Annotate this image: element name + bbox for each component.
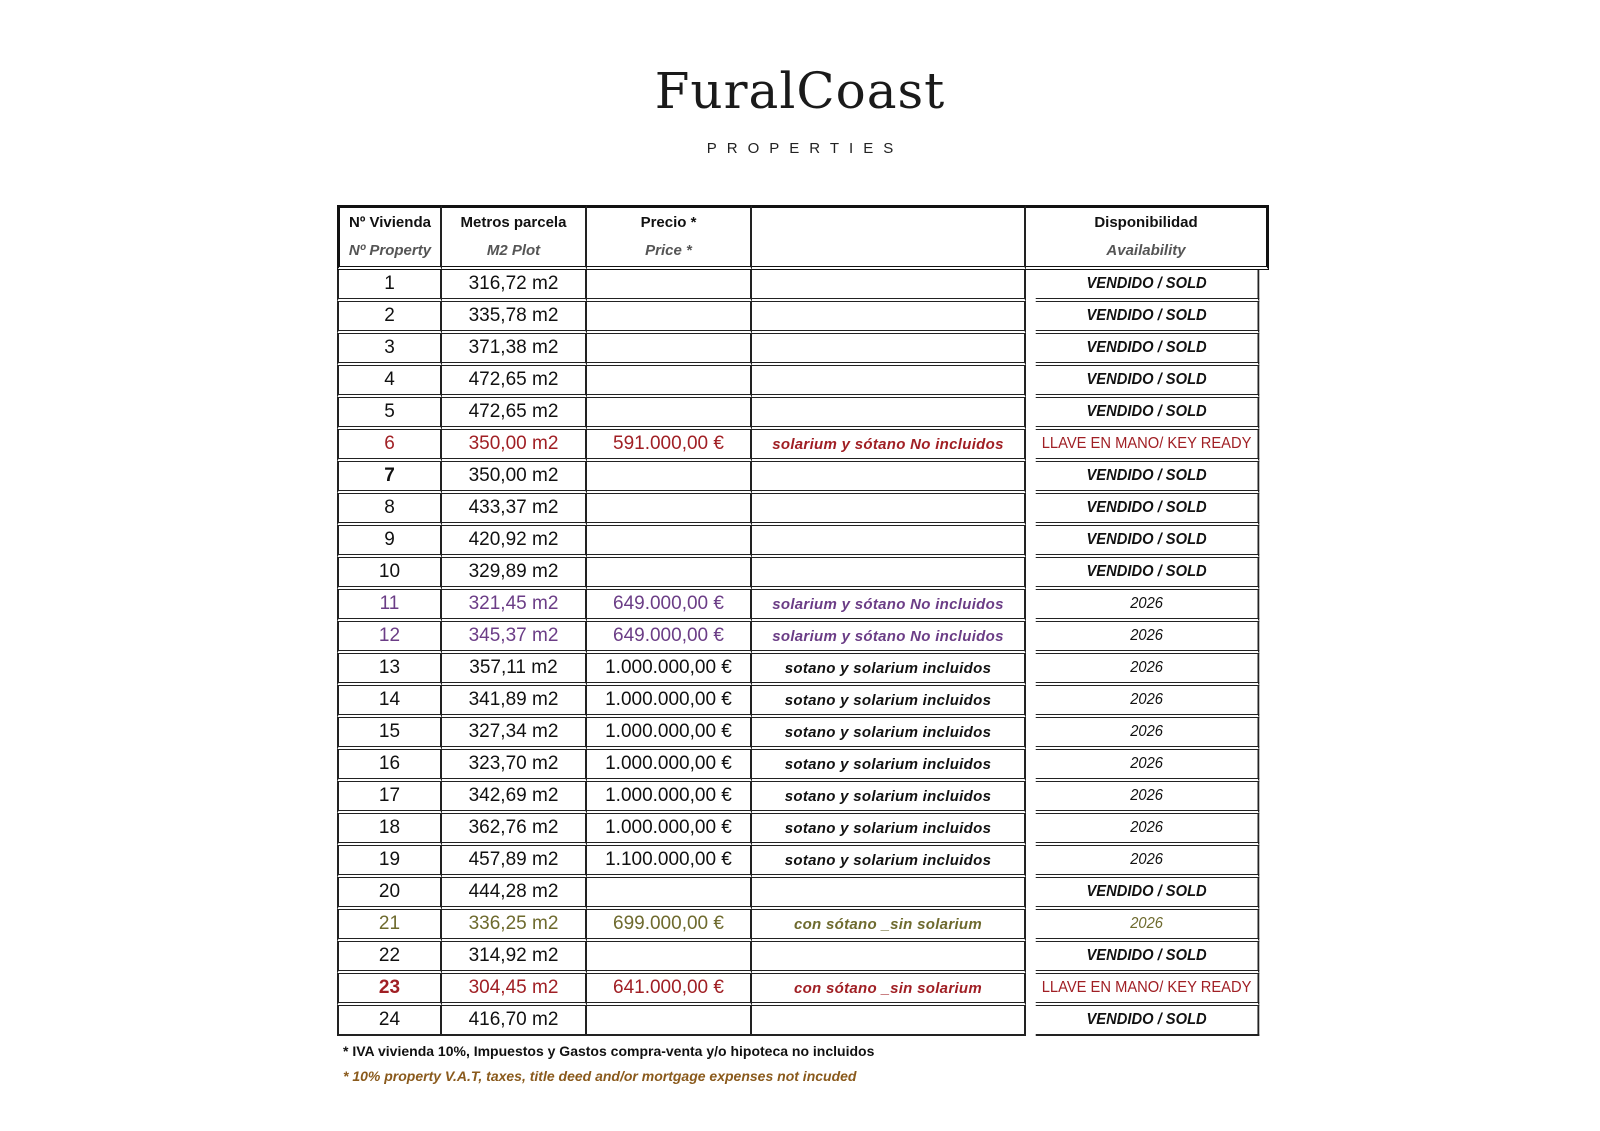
footnotes: [343, 1039, 874, 1089]
notes-cell: [752, 462, 1026, 494]
plot-size-cell: 457,89 m2: [442, 846, 587, 878]
notes-cell: sotano y solarium incluidos: [752, 686, 1026, 718]
table-row: [337, 782, 1269, 814]
table-row: [337, 846, 1269, 878]
availability-cell: VENDIDO / SOLD: [1036, 398, 1260, 430]
notes-cell: sotano y solarium incluidos: [752, 782, 1026, 814]
property-number-cell: 8: [337, 494, 442, 526]
table-row: [337, 942, 1269, 974]
property-number-cell: 4: [337, 366, 442, 398]
header-plot: [442, 205, 587, 270]
brand-logo: [0, 56, 1600, 157]
table-row: [337, 654, 1269, 686]
availability-cell: VENDIDO / SOLD: [1036, 366, 1260, 398]
price-cell: [587, 462, 752, 494]
plot-size-cell: 316,72 m2: [442, 270, 587, 302]
property-number-cell: 18: [337, 814, 442, 846]
plot-size-cell: 350,00 m2: [442, 462, 587, 494]
table-row: [337, 302, 1269, 334]
table-row: [337, 494, 1269, 526]
brand-name: FuralCoast: [654, 62, 946, 120]
availability-cell: VENDIDO / SOLD: [1036, 526, 1260, 558]
notes-cell: solarium y sótano No incluidos: [752, 622, 1026, 654]
plot-size-cell: 350,00 m2: [442, 430, 587, 462]
property-number-cell: 16: [337, 750, 442, 782]
price-cell: 699.000,00 €: [587, 910, 752, 942]
notes-cell: [752, 1006, 1026, 1036]
plot-size-cell: 329,89 m2: [442, 558, 587, 590]
notes-cell: solarium y sótano No incluidos: [752, 430, 1026, 462]
notes-cell: [752, 526, 1026, 558]
property-number-cell: 20: [337, 878, 442, 910]
property-number-cell: 23: [337, 974, 442, 1006]
availability-cell: LLAVE EN MANO/ KEY READY: [1036, 974, 1260, 1006]
price-cell: [587, 942, 752, 974]
header-en: Availability: [1106, 242, 1186, 259]
notes-cell: [752, 558, 1026, 590]
plot-size-cell: 357,11 m2: [442, 654, 587, 686]
availability-cell: VENDIDO / SOLD: [1036, 878, 1260, 910]
price-cell: 1.000.000,00 €: [587, 750, 752, 782]
header-es: Metros parcela: [460, 214, 567, 231]
property-number-cell: 5: [337, 398, 442, 430]
header-en: Price *: [645, 242, 692, 259]
property-number-cell: 2: [337, 302, 442, 334]
plot-size-cell: 362,76 m2: [442, 814, 587, 846]
price-cell: [587, 878, 752, 910]
property-number-cell: 3: [337, 334, 442, 366]
notes-cell: solarium y sótano No incluidos: [752, 590, 1026, 622]
table-header-row: [337, 205, 1269, 270]
notes-cell: sotano y solarium incluidos: [752, 718, 1026, 750]
table-row: [337, 718, 1269, 750]
availability-cell: VENDIDO / SOLD: [1036, 1006, 1260, 1036]
property-number-cell: 11: [337, 590, 442, 622]
plot-size-cell: 335,78 m2: [442, 302, 587, 334]
plot-size-cell: 321,45 m2: [442, 590, 587, 622]
plot-size-cell: 444,28 m2: [442, 878, 587, 910]
property-number-cell: 19: [337, 846, 442, 878]
table-row: [337, 878, 1269, 910]
plot-size-cell: 342,69 m2: [442, 782, 587, 814]
notes-cell: [752, 494, 1026, 526]
plot-size-cell: 420,92 m2: [442, 526, 587, 558]
price-cell: [587, 526, 752, 558]
header-price: [587, 205, 752, 270]
property-number-cell: 14: [337, 686, 442, 718]
property-number-cell: 9: [337, 526, 442, 558]
price-cell: 1.000.000,00 €: [587, 718, 752, 750]
table-row: [337, 974, 1269, 1006]
plot-size-cell: 323,70 m2: [442, 750, 587, 782]
table-row: [337, 686, 1269, 718]
plot-size-cell: 433,37 m2: [442, 494, 587, 526]
header-en: Nº Property: [348, 242, 432, 259]
header-en: M2 Plot: [486, 242, 541, 259]
plot-size-cell: 416,70 m2: [442, 1006, 587, 1036]
table-row: [337, 366, 1269, 398]
header-es: Precio *: [640, 214, 697, 231]
price-cell: 591.000,00 €: [587, 430, 752, 462]
availability-cell: 2026: [1036, 910, 1260, 942]
availability-cell: LLAVE EN MANO/ KEY READY: [1036, 430, 1260, 462]
price-cell: 649.000,00 €: [587, 622, 752, 654]
availability-cell: 2026: [1036, 782, 1260, 814]
table-row: [337, 526, 1269, 558]
table-body: [337, 270, 1269, 1036]
table-row: [337, 558, 1269, 590]
table-row: [337, 814, 1269, 846]
availability-cell: VENDIDO / SOLD: [1036, 270, 1260, 302]
notes-cell: [752, 302, 1026, 334]
notes-cell: [752, 398, 1026, 430]
property-number-cell: 17: [337, 782, 442, 814]
price-cell: [587, 366, 752, 398]
availability-cell: VENDIDO / SOLD: [1036, 942, 1260, 974]
property-number-cell: 13: [337, 654, 442, 686]
footnote-en: * 10% property V.A.T, taxes, title deed and/or mortgage expenses not incuded: [343, 1068, 857, 1084]
price-table: [337, 205, 1269, 1036]
price-cell: 1.000.000,00 €: [587, 782, 752, 814]
plot-size-cell: 472,65 m2: [442, 398, 587, 430]
notes-cell: sotano y solarium incluidos: [752, 814, 1026, 846]
availability-cell: VENDIDO / SOLD: [1036, 462, 1260, 494]
plot-size-cell: 472,65 m2: [442, 366, 587, 398]
availability-cell: 2026: [1036, 750, 1260, 782]
property-number-cell: 10: [337, 558, 442, 590]
table-row: [337, 590, 1269, 622]
notes-cell: sotano y solarium incluidos: [752, 846, 1026, 878]
table-row: [337, 622, 1269, 654]
price-cell: [587, 270, 752, 302]
plot-size-cell: 341,89 m2: [442, 686, 587, 718]
notes-cell: [752, 942, 1026, 974]
footnote-es: * IVA vivienda 10%, Impuestos y Gastos compra-venta y/o hipoteca no incluidos: [343, 1043, 875, 1059]
plot-size-cell: 336,25 m2: [442, 910, 587, 942]
table-row: [337, 910, 1269, 942]
property-number-cell: 12: [337, 622, 442, 654]
availability-cell: 2026: [1036, 590, 1260, 622]
price-cell: [587, 302, 752, 334]
property-number-cell: 21: [337, 910, 442, 942]
table-row: [337, 750, 1269, 782]
price-cell: [587, 558, 752, 590]
price-cell: 1.100.000,00 €: [587, 846, 752, 878]
price-cell: [587, 334, 752, 366]
header-es: Disponibilidad: [1094, 214, 1198, 231]
notes-cell: [752, 334, 1026, 366]
price-cell: 1.000.000,00 €: [587, 814, 752, 846]
table-row: [337, 462, 1269, 494]
availability-cell: 2026: [1036, 846, 1260, 878]
price-cell: [587, 1006, 752, 1036]
brand-subtitle: PROPERTIES: [706, 140, 904, 157]
header-es: Nº Vivienda: [349, 214, 431, 231]
notes-cell: [752, 878, 1026, 910]
plot-size-cell: 314,92 m2: [442, 942, 587, 974]
notes-cell: con sótano _sin solarium: [752, 910, 1026, 942]
property-number-cell: 7: [337, 462, 442, 494]
table-row: [337, 270, 1269, 302]
table-row: [337, 398, 1269, 430]
table-row: [337, 334, 1269, 366]
availability-cell: VENDIDO / SOLD: [1036, 334, 1260, 366]
notes-cell: [752, 366, 1026, 398]
property-number-cell: 24: [337, 1006, 442, 1036]
price-cell: 649.000,00 €: [587, 590, 752, 622]
price-cell: 1.000.000,00 €: [587, 686, 752, 718]
notes-cell: sotano y solarium incluidos: [752, 654, 1026, 686]
notes-cell: con sótano _sin solarium: [752, 974, 1026, 1006]
property-number-cell: 1: [337, 270, 442, 302]
availability-cell: 2026: [1036, 622, 1260, 654]
availability-cell: 2026: [1036, 686, 1260, 718]
price-cell: 641.000,00 €: [587, 974, 752, 1006]
notes-cell: [752, 270, 1026, 302]
plot-size-cell: 304,45 m2: [442, 974, 587, 1006]
plot-size-cell: 371,38 m2: [442, 334, 587, 366]
availability-cell: 2026: [1036, 814, 1260, 846]
notes-cell: sotano y solarium incluidos: [752, 750, 1026, 782]
availability-cell: 2026: [1036, 654, 1260, 686]
table-row: [337, 430, 1269, 462]
availability-cell: 2026: [1036, 718, 1260, 750]
availability-cell: VENDIDO / SOLD: [1036, 558, 1260, 590]
availability-cell: VENDIDO / SOLD: [1036, 302, 1260, 334]
property-number-cell: 15: [337, 718, 442, 750]
property-number-cell: 22: [337, 942, 442, 974]
price-cell: 1.000.000,00 €: [587, 654, 752, 686]
price-cell: [587, 398, 752, 430]
plot-size-cell: 345,37 m2: [442, 622, 587, 654]
header-availability: [1026, 205, 1269, 270]
header-property-number: [337, 205, 442, 270]
property-number-cell: 6: [337, 430, 442, 462]
table-row: [337, 1006, 1269, 1036]
header-notes: [752, 205, 1026, 270]
availability-cell: VENDIDO / SOLD: [1036, 494, 1260, 526]
plot-size-cell: 327,34 m2: [442, 718, 587, 750]
price-cell: [587, 494, 752, 526]
